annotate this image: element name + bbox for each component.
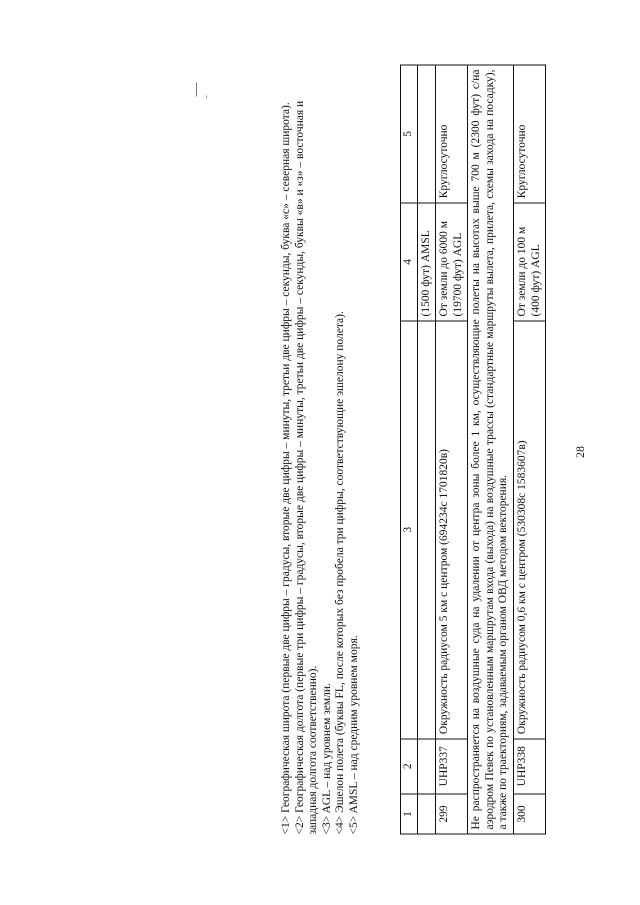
cell-empty (417, 65, 436, 203)
footnote: <5> AMSL – над средним уровнем моря. (347, 635, 360, 835)
table-row-299-note (468, 65, 514, 834)
scan-mark (196, 83, 197, 97)
footnote: <4> Эшелон полета (буквы FL, после которых без пробела три цифры, соответствующие эшелону полета). (334, 311, 347, 835)
cell-empty (417, 739, 436, 794)
footnotes (280, 65, 361, 835)
header-col-1: 1 (401, 794, 418, 834)
cell-time: Круглосуточно (436, 65, 468, 203)
table-header-row (401, 65, 418, 834)
header-col-3: 3 (401, 321, 418, 739)
cell-altitude: От земли до 6000 м (19700 фут) AGL (436, 203, 468, 321)
footnote: <2> Географическая долгота (первые три цифры – градусы, вторые две цифры – минуты, третьи две цифры – секунды, буквы «в» и «з» – восточная и западная долгота соответственно). (293, 100, 320, 835)
table-row-299 (436, 65, 468, 834)
cell-empty (417, 321, 436, 739)
table-row-continuation (417, 65, 436, 834)
header-col-4: 4 (401, 203, 418, 321)
cell-code: UHP337 (436, 739, 468, 794)
footnote: <1> Географическая широта (первые две цифры – градусы, вторые две цифры – минуты, третьи две цифры – секунды, буква «с» – северная широта). (280, 102, 292, 835)
cell-area: Окружность радиусом 5 км с центром (694234с 1701820в) (436, 321, 468, 739)
table-row-300 (513, 65, 545, 834)
cell-area: Окружность радиусом 0,6 км с центром (530308с 1583607в) (513, 321, 545, 739)
cell-empty (417, 794, 436, 834)
cell-num: 300 (513, 794, 545, 834)
cell-code: UHP338 (513, 739, 545, 794)
cell-time: Круглосуточно (513, 65, 545, 203)
page-number: 28 (573, 446, 587, 458)
cell-altitude: От земли до 100 м (400 фут) AGL (513, 203, 545, 321)
scan-mark (206, 96, 207, 99)
cell-num: 299 (436, 794, 468, 834)
restricted-zones-table (400, 65, 546, 835)
cell-altitude: (1500 фут) AMSL (417, 203, 436, 321)
footnote: <3> AGL – над уровнем земли. (320, 683, 333, 835)
header-col-2: 2 (401, 739, 418, 794)
cell-note: Не распространяется на воздушные суда на удалении от центра зоны более 1 км, осуществляющие полеты на высотах выше 700 м (2300 фут) с/на аэродром Певек по установленным маршрутам входа (выхода) на воздушные трассы (стандартные маршруты вылета, прилета, схемы захода на посадку), а также по траекториям, задаваемым органом ОВД методом векторения. (468, 65, 514, 834)
header-col-5: 5 (401, 65, 418, 203)
